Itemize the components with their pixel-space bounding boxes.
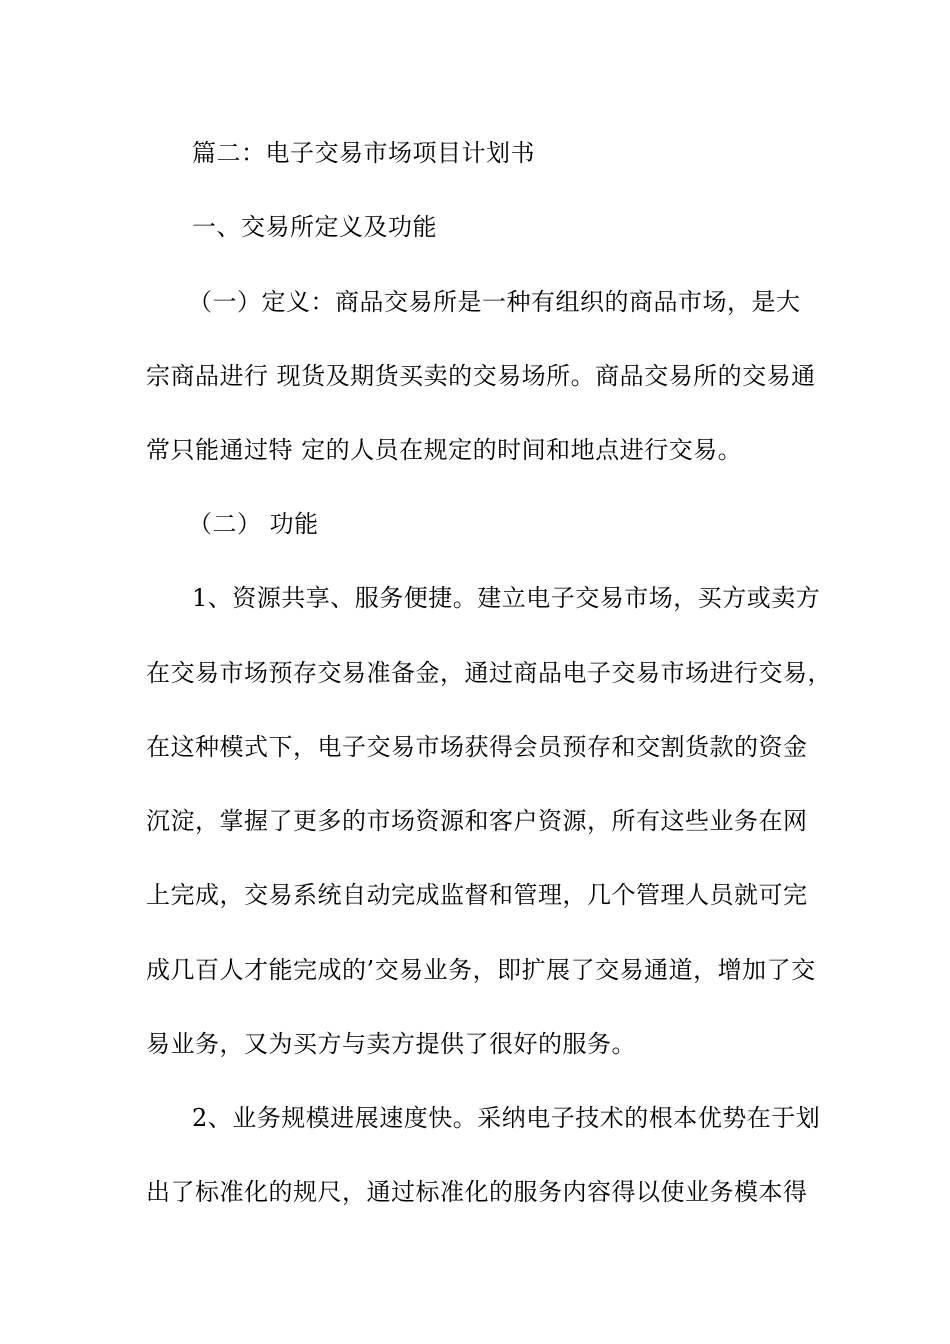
- paragraph-line: 2、业务规模进展速度快。采纳电子技术的根本优势在于划: [192, 1104, 821, 1132]
- paragraph-line: 出了标准化的规尺，通过标准化的服务内容得以使业务模本得: [146, 1178, 808, 1206]
- paragraph-line: 在这种模式下，电子交易市场获得会员预存和交割货款的资金: [146, 733, 808, 761]
- subsection-heading: （二） 功能: [188, 510, 319, 538]
- section-heading: 一、交易所定义及功能: [192, 213, 437, 241]
- paragraph-line: 常只能通过特 定的人员在规定的时间和地点进行交易。: [146, 436, 743, 464]
- paragraph-line: 上完成，交易系统自动完成监督和管理，几个管理人员就可完: [146, 881, 808, 909]
- paragraph-line: 在交易市场预存交易准备金，通过商品电子交易市场进行交易，: [146, 659, 832, 687]
- paragraph-line: 1、资源共享、服务便捷。建立电子交易市场，买方或卖方: [192, 584, 821, 612]
- paragraph-line: 宗商品进行 现货及期货买卖的交易场所。商品交易所的交易通: [146, 362, 816, 390]
- paragraph-line: 易业务，又为买方与卖方提供了很好的服务。: [146, 1030, 636, 1058]
- paragraph-line: 沉淀，掌握了更多的市场资源和客户资源，所有这些业务在网: [146, 807, 808, 835]
- paragraph-line: （一）定义：商品交易所是一种有组织的商品市场，是大: [188, 288, 801, 316]
- paragraph-line: 成几百人才能完成的’交易业务，即扩展了交易通道，增加了交: [146, 956, 816, 984]
- document-title: 篇二：电子交易市场项目计划书: [192, 139, 535, 167]
